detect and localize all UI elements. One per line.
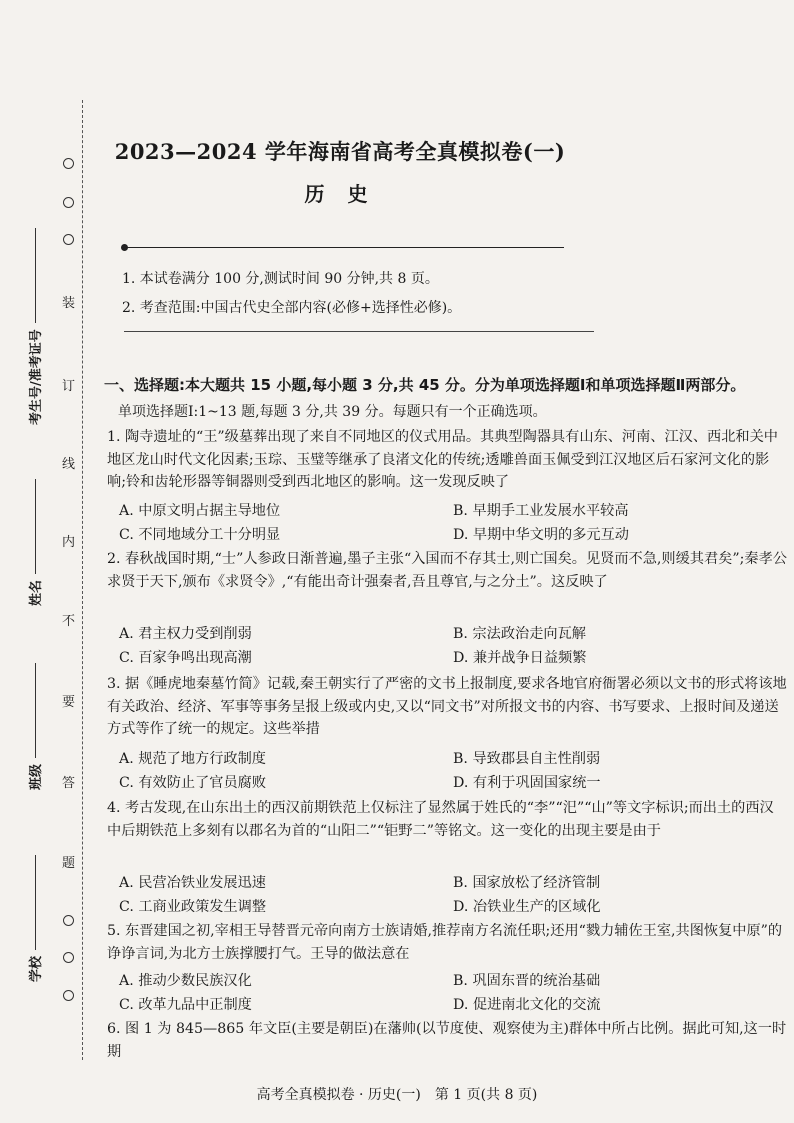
question-3-stem: 3. 据《睡虎地秦墓竹简》记载,秦王朝实行了严密的文书上报制度,要求各地官府衙署必须以文书的形式将该地有关政治、经济、军事等事务呈报上级或内史,又以“同文书”对所报文书的内容、书写要求、上报时间及递送方式等作了统一的规定。这些举措 xyxy=(107,676,787,738)
section-heading: 一、选择题:本大题共 15 小题,每小题 3 分,共 45 分。分为单项选择题Ⅰ和单项选择题Ⅱ两部分。 xyxy=(104,376,746,394)
q1-option-a[interactable]: A. 中原文明占据主导地位 xyxy=(119,503,281,519)
field-blank-line xyxy=(34,228,36,323)
q2-option-a[interactable]: A. 君主权力受到削弱 xyxy=(119,626,252,642)
question-2-stem: 2. 春秋战国时期,“士”人参政日渐普遍,墨子主张“入国而不存其士,则亡国矣。见贤而不急,则缓其君矣”;秦孝公求贤于天下,颁布《求贤令》,“有能出奇计强秦者,吾且尊官,与之分土”。这反映了 xyxy=(107,551,787,590)
question-5-stem: 5. 东晋建国之初,宰相王导替晋元帝向南方士族请婚,推荐南方名流任职;还用“戮力辅佐王室,共图恢复中原”的诤诤言词,为北方士族撑腰打气。王导的做法意在 xyxy=(107,923,783,962)
seal-char: 不 xyxy=(62,614,76,629)
q4-option-b[interactable]: B. 国家放松了经济管制 xyxy=(453,875,601,891)
punch-hole-icon xyxy=(63,952,74,963)
field-label: 班级 xyxy=(29,763,44,790)
exam-title: 2023—2024 学年海南省高考全真模拟卷(一) xyxy=(114,139,566,164)
q3-option-d[interactable]: D. 有利于巩固国家统一 xyxy=(453,775,601,791)
field-exam-number[interactable] xyxy=(25,228,44,425)
punch-hole-icon xyxy=(63,197,74,208)
question-1-stem: 1. 陶寺遗址的“王”级墓葬出现了来自不同地区的仪式用品。其典型陶器具有山东、河南、江汉、西北和关中地区龙山时代文化因素;玉琮、玉璧等继承了良渚文化的传统;透雕兽面玉佩受到江汉地区后石家河文化的影响;铃和齿轮形器等铜器则受到西北地区的影响。这一发现反映了 xyxy=(107,429,778,491)
note-1: 1. 本试卷满分 100 分,测试时间 90 分钟,共 8 页。 xyxy=(122,271,439,287)
q4-option-a[interactable]: A. 民营冶铁业发展迅速 xyxy=(119,875,266,891)
q5-option-b[interactable]: B. 巩固东晋的统治基础 xyxy=(453,973,601,989)
punch-hole-icon xyxy=(63,915,74,926)
seal-char: 要 xyxy=(62,695,76,710)
field-label: 学校 xyxy=(29,955,44,982)
q1-option-d[interactable]: D. 早期中华文明的多元互动 xyxy=(453,527,629,543)
q2-option-b[interactable]: B. 宗法政治走向瓦解 xyxy=(453,626,586,642)
q5-option-c[interactable]: C. 改革九品中正制度 xyxy=(119,997,252,1013)
seal-char: 答 xyxy=(62,776,76,791)
q1-option-c[interactable]: C. 不同地域分工十分明显 xyxy=(119,527,281,543)
question-6-stem: 6. 图 1 为 845—865 年文臣(主要是朝臣)在藩帅(以节度使、观察使为主)群体中所占比例。据此可知,这一时期 xyxy=(107,1021,787,1060)
q1-option-b[interactable]: B. 早期手工业发展水平较高 xyxy=(453,503,629,519)
seal-char: 装 xyxy=(62,296,76,311)
exam-subject: 历 史 xyxy=(304,182,376,206)
field-school[interactable] xyxy=(25,855,44,982)
q3-option-c[interactable]: C. 有效防止了官员腐败 xyxy=(119,775,267,791)
q4-option-d[interactable]: D. 冶铁业生产的区域化 xyxy=(453,899,601,915)
q2-option-d[interactable]: D. 兼并战争日益频繁 xyxy=(453,650,587,666)
top-divider xyxy=(124,247,564,248)
note-2: 2. 考查范围:中国古代史全部内容(必修+选择性必修)。 xyxy=(122,300,462,316)
q5-option-d[interactable]: D. 促进南北文化的交流 xyxy=(453,997,601,1013)
page-footer: 高考全真模拟卷 · 历史(一) 第 1 页(共 8 页) xyxy=(256,1087,538,1103)
question-4-stem: 4. 考古发现,在山东出土的西汉前期铁范上仅标注了显然属于姓氏的“李”“汜”“山”等文字标识;而出土的西汉中后期铁范上多刻有以郡名为首的“山阳二”“钜野二”等铭文。这一变化的出现主要是由于 xyxy=(107,800,774,839)
seal-char: 内 xyxy=(62,535,76,550)
q3-option-b[interactable]: B. 导致郡县自主性削弱 xyxy=(453,751,601,767)
subsection-heading: 单项选择题Ⅰ:1~13 题,每题 3 分,共 39 分。每题只有一个正确选项。 xyxy=(118,404,547,420)
q3-option-a[interactable]: A. 规范了地方行政制度 xyxy=(119,751,266,767)
q4-option-c[interactable]: C. 工商业政策发生调整 xyxy=(119,899,267,915)
punch-hole-icon xyxy=(63,158,74,169)
field-blank-line xyxy=(34,479,36,574)
punch-hole-icon xyxy=(63,234,74,245)
field-label: 考生号/准考证号 xyxy=(29,329,44,425)
field-blank-line xyxy=(34,855,36,950)
field-class[interactable] xyxy=(25,663,44,790)
seal-char: 线 xyxy=(62,457,76,472)
bottom-divider xyxy=(124,331,594,332)
field-blank-line xyxy=(34,663,36,758)
binding-dashed-line xyxy=(82,100,83,1060)
field-name[interactable] xyxy=(25,479,44,606)
binding-margin xyxy=(0,0,90,1123)
punch-hole-icon xyxy=(63,990,74,1001)
seal-char: 订 xyxy=(62,379,76,394)
seal-char: 题 xyxy=(62,856,76,871)
field-label: 姓名 xyxy=(29,579,44,606)
q2-option-c[interactable]: C. 百家争鸣出现高潮 xyxy=(119,650,252,666)
q5-option-a[interactable]: A. 推动少数民族汉化 xyxy=(119,973,252,989)
